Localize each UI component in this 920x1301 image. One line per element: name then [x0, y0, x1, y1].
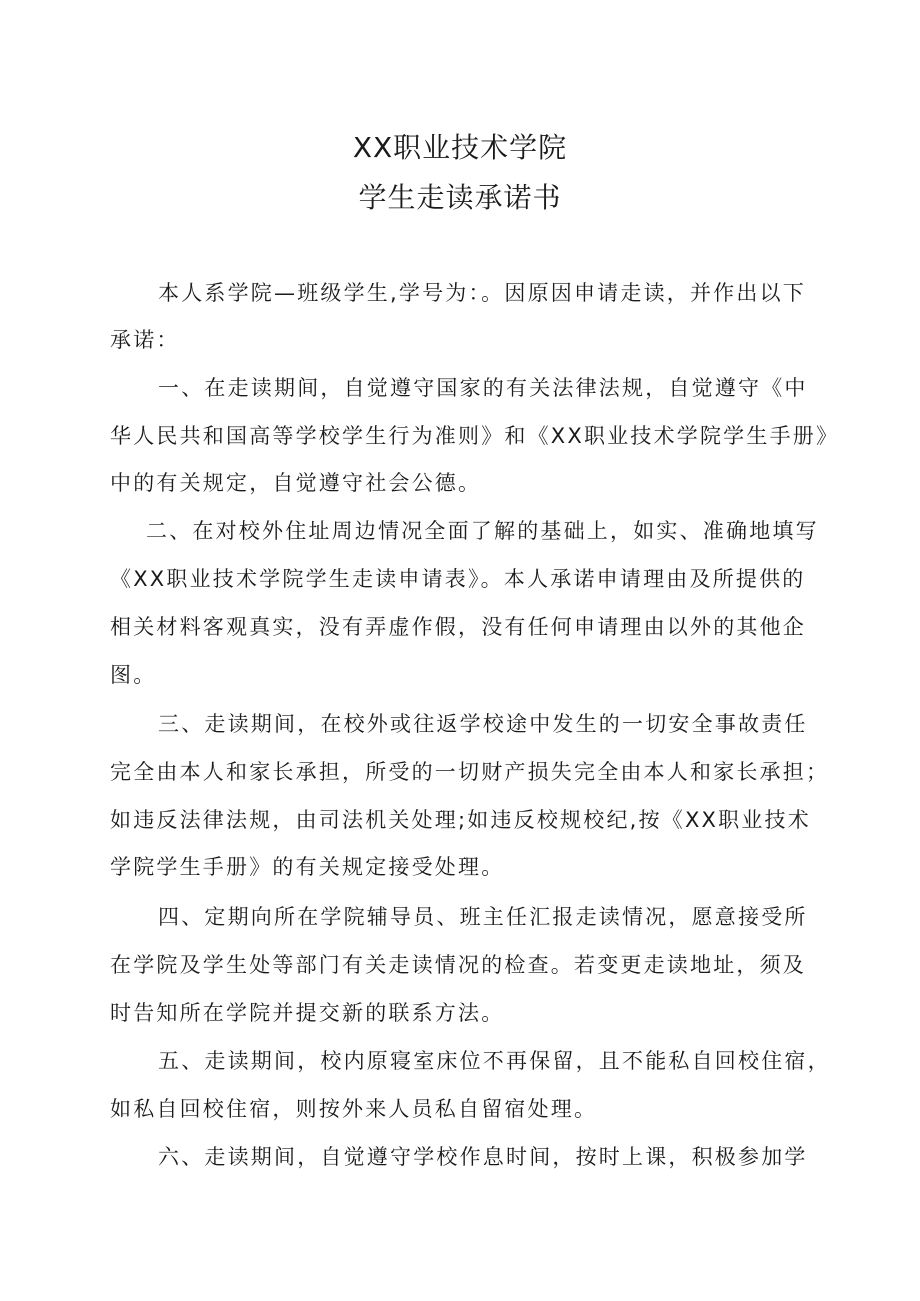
paragraph-line: 图。 — [110, 663, 157, 687]
paragraph-line: 在学院及学生处等部门有关走读情况的检查。若变更走读地址，须及 — [110, 953, 806, 977]
paragraph-line: 一、在走读期间，自觉遵守国家的有关法律法规，自觉遵守《中 — [158, 376, 808, 400]
paragraph-line: 三、走读期间，在校外或往返学校途中发生的一切安全事故责任 — [158, 712, 808, 736]
paragraph-line: 华人民共和国高等学校学生行为准则》和《XX职业技术学院学生手册》 — [110, 424, 840, 448]
document-subtitle: 学生走读承诺书 — [358, 181, 562, 214]
paragraph-line: 四、定期向所在学院辅导员、班主任汇报走读情况，愿意接受所 — [158, 905, 808, 929]
paragraph-line: 本人系学院—班级学生,学号为：。因原因申请走读，并作出以下 — [158, 281, 806, 305]
document-title: XX职业技术学院 — [352, 131, 568, 164]
paragraph-line: 时告知所在学院并提交新的联系方法。 — [110, 1001, 505, 1025]
paragraph-line: 中的有关规定，自觉遵守社会公德。 — [110, 471, 482, 495]
paragraph-line: 承诺： — [110, 328, 180, 352]
paragraph-line: 完全由本人和家长承担，所受的一切财产损失完全由本人和家长承担； — [110, 760, 830, 784]
paragraph-line: 相关材料客观真实，没有弄虚作假，没有任何申请理由以外的其他企 — [110, 615, 806, 639]
paragraph-line: 如违反法律法规，由司法机关处理;如违反校规校纪,按《XX职业技术 — [110, 808, 811, 832]
paragraph-line: 学院学生手册》的有关规定接受处理。 — [110, 855, 505, 879]
paragraph-line: 如私自回校住宿，则按外来人员私自留宿处理。 — [110, 1097, 598, 1121]
paragraph-line: 二、在对校外住址周边情况全面了解的基础上，如实、准确地填写 — [146, 519, 819, 543]
paragraph-line: 五、走读期间，校内原寝室床位不再保留，且不能私自回校住宿， — [158, 1049, 831, 1073]
paragraph-line: 六、走读期间，自觉遵守学校作息时间，按时上课，积极参加学 — [158, 1145, 808, 1169]
paragraph-line: 《XX职业技术学院学生走读申请表》。本人承诺申请理由及所提供的 — [110, 567, 806, 591]
